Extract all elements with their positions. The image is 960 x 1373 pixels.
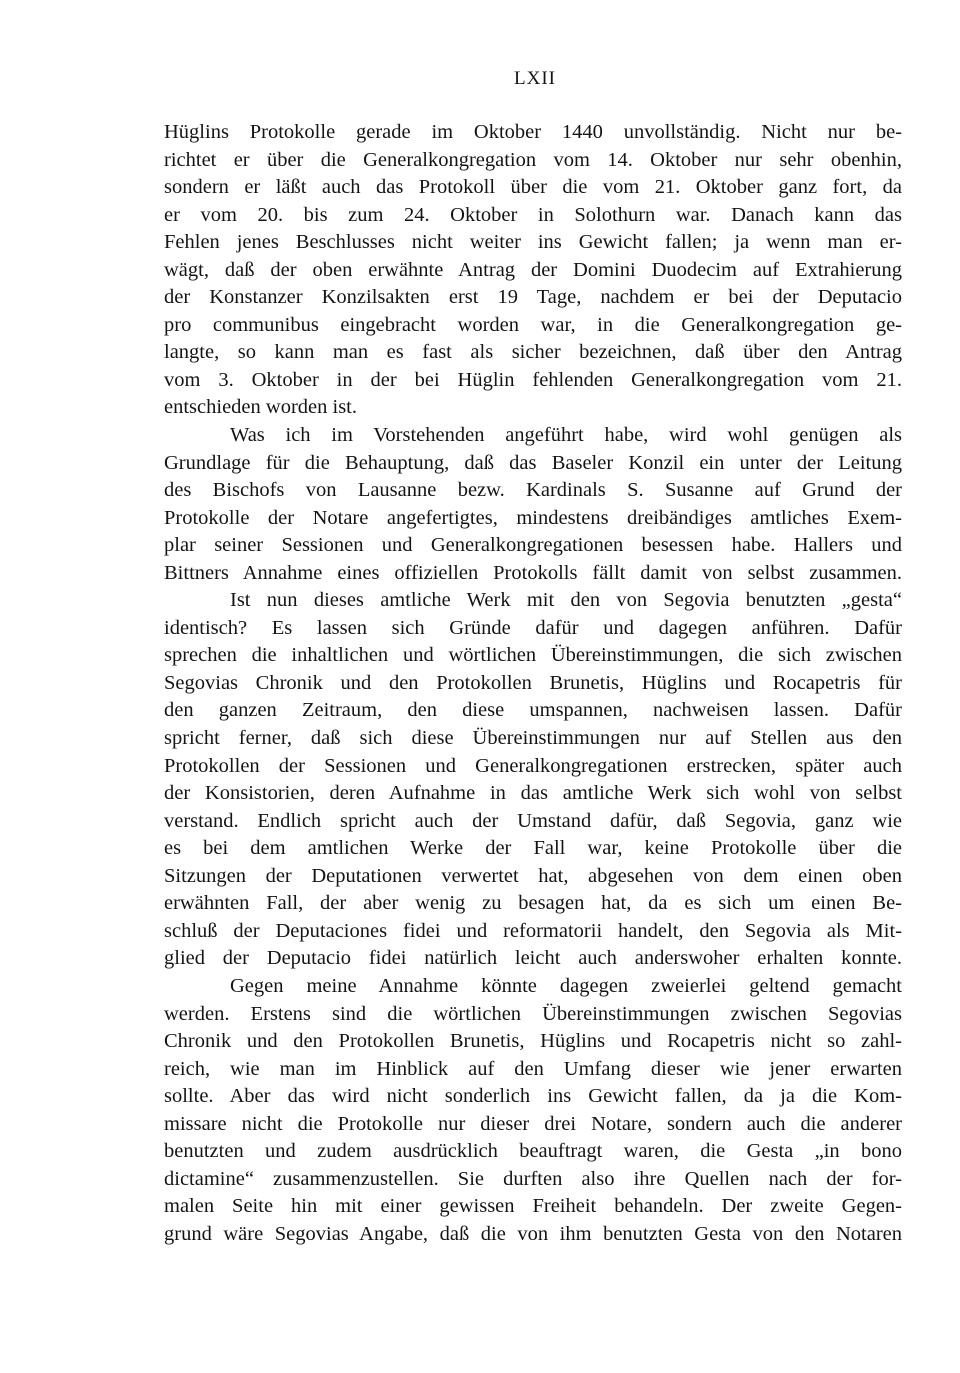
text-line: dictamine“ zusammenzustellen. Sie durften also ihre Quellen nach der for-: [164, 1167, 902, 1190]
text-line: sollte. Aber das wird nicht sonderlich ins Gewicht fallen, da ja die Kom-: [164, 1085, 902, 1108]
text-line: Segovias Chronik und den Protokollen Brunetis, Hüglins und Rocapetris für: [164, 671, 902, 694]
text-line: Chronik und den Protokollen Brunetis, Hüglins und Rocapetris nicht so zahl-: [164, 1030, 902, 1053]
text-line: glied der Deputacio fidei natürlich leicht auch anderswoher erhalten konnte.: [164, 947, 902, 970]
text-line: wägt, daß der oben erwähnte Antrag der Domini Duodecim auf Extrahierung: [164, 258, 902, 281]
body-text: [164, 119, 902, 1248]
text-line: spricht ferner, daß sich diese Übereinstimmungen nur auf Stellen aus den: [164, 727, 902, 750]
text-line: werden. Erstens sind die wörtlichen Übereinstimmungen zwischen Segovias: [164, 1002, 902, 1025]
text-line: Protokollen der Sessionen und Generalkongregationen erstrecken, später auch: [164, 754, 902, 777]
text-line: Hüglins Protokolle gerade im Oktober 1440 unvollständig. Nicht nur be-: [164, 121, 902, 143]
text-line: plar seiner Sessionen und Generalkongregationen besessen habe. Hallers und: [164, 534, 902, 557]
text-line: verstand. Endlich spricht auch der Umstand dafür, daß Segovia, ganz wie: [164, 809, 902, 832]
text-line: sprechen die inhaltlichen und wörtlichen Übereinstimmungen, die sich zwischen: [164, 644, 902, 667]
page-number: LXII: [514, 68, 556, 89]
text-line: langte, so kann man es fast als sicher bezeichnen, daß über den Antrag: [164, 341, 902, 364]
text-line: der Konsistorien, deren Aufnahme in das amtliche Werk sich wohl von selbst: [164, 782, 902, 805]
text-line: Sitzungen der Deputationen verwertet hat, abgesehen von dem einen oben: [164, 864, 902, 887]
text-line: grund wäre Segovias Angabe, daß die von ihm benutzten Gesta von den Notaren: [164, 1222, 902, 1245]
text-line: pro communibus eingebracht worden war, in die Generalkongregation ge-: [164, 313, 902, 336]
text-line: entschieden worden ist.: [164, 396, 357, 419]
text-line: malen Seite hin mit einer gewissen Freiheit behandeln. Der zweite Gegen-: [164, 1195, 902, 1218]
text-line: Grundlage für die Behauptung, daß das Baseler Konzil ein unter der Leitung: [164, 451, 902, 474]
text-line: der Konstanzer Konzilsakten erst 19 Tage, nachdem er bei der Deputacio: [164, 286, 902, 309]
text-line: Gegen meine Annahme könnte dagegen zweierlei geltend gemacht: [230, 974, 902, 997]
text-line: reich, wie man im Hinblick auf den Umfang dieser wie jener erwarten: [164, 1057, 902, 1080]
text-line: des Bischofs von Lausanne bezw. Kardinals S. Susanne auf Grund der: [164, 479, 902, 502]
text-line: richtet er über die Generalkongregation vom 14. Oktober nur sehr obenhin,: [164, 148, 902, 171]
text-line: benutzten und zudem ausdrücklich beauftragt waren, die Gesta „in bono: [164, 1140, 902, 1163]
text-line: Ist nun dieses amtliche Werk mit den von Segovia benutzten „gesta“: [230, 589, 902, 612]
text-line: Was ich im Vorstehenden angeführt habe, wird wohl genügen als: [230, 424, 902, 447]
text-line: den ganzen Zeitraum, den diese umspannen, nachweisen lassen. Dafür: [164, 699, 902, 722]
text-line: vom 3. Oktober in der bei Hüglin fehlenden Generalkongregation vom 21.: [164, 368, 902, 391]
text-line: erwähnten Fall, der aber wenig zu besagen hat, da es sich um einen Be-: [164, 892, 902, 915]
text-line: er vom 20. bis zum 24. Oktober in Solothurn war. Danach kann das: [164, 203, 902, 226]
text-line: schluß der Deputaciones fidei und reformatorii handelt, den Segovia als Mit-: [164, 919, 902, 942]
text-line: identisch? Es lassen sich Gründe dafür und dagegen anführen. Dafür: [164, 616, 902, 639]
text-line: Bittners Annahme eines offiziellen Protokolls fällt damit von selbst zusammen.: [164, 561, 902, 584]
text-line: es bei dem amtlichen Werke der Fall war, keine Protokolle über die: [164, 837, 902, 860]
text-line: Fehlen jenes Beschlusses nicht weiter ins Gewicht fallen; ja wenn man er-: [164, 231, 902, 254]
text-line: sondern er läßt auch das Protokoll über die vom 21. Oktober ganz fort, da: [164, 176, 902, 199]
text-line: missare nicht die Protokolle nur dieser drei Notare, sondern auch die anderer: [164, 1112, 902, 1135]
text-line: Protokolle der Notare angefertigtes, mindestens dreibändiges amtliches Exem-: [164, 506, 902, 529]
